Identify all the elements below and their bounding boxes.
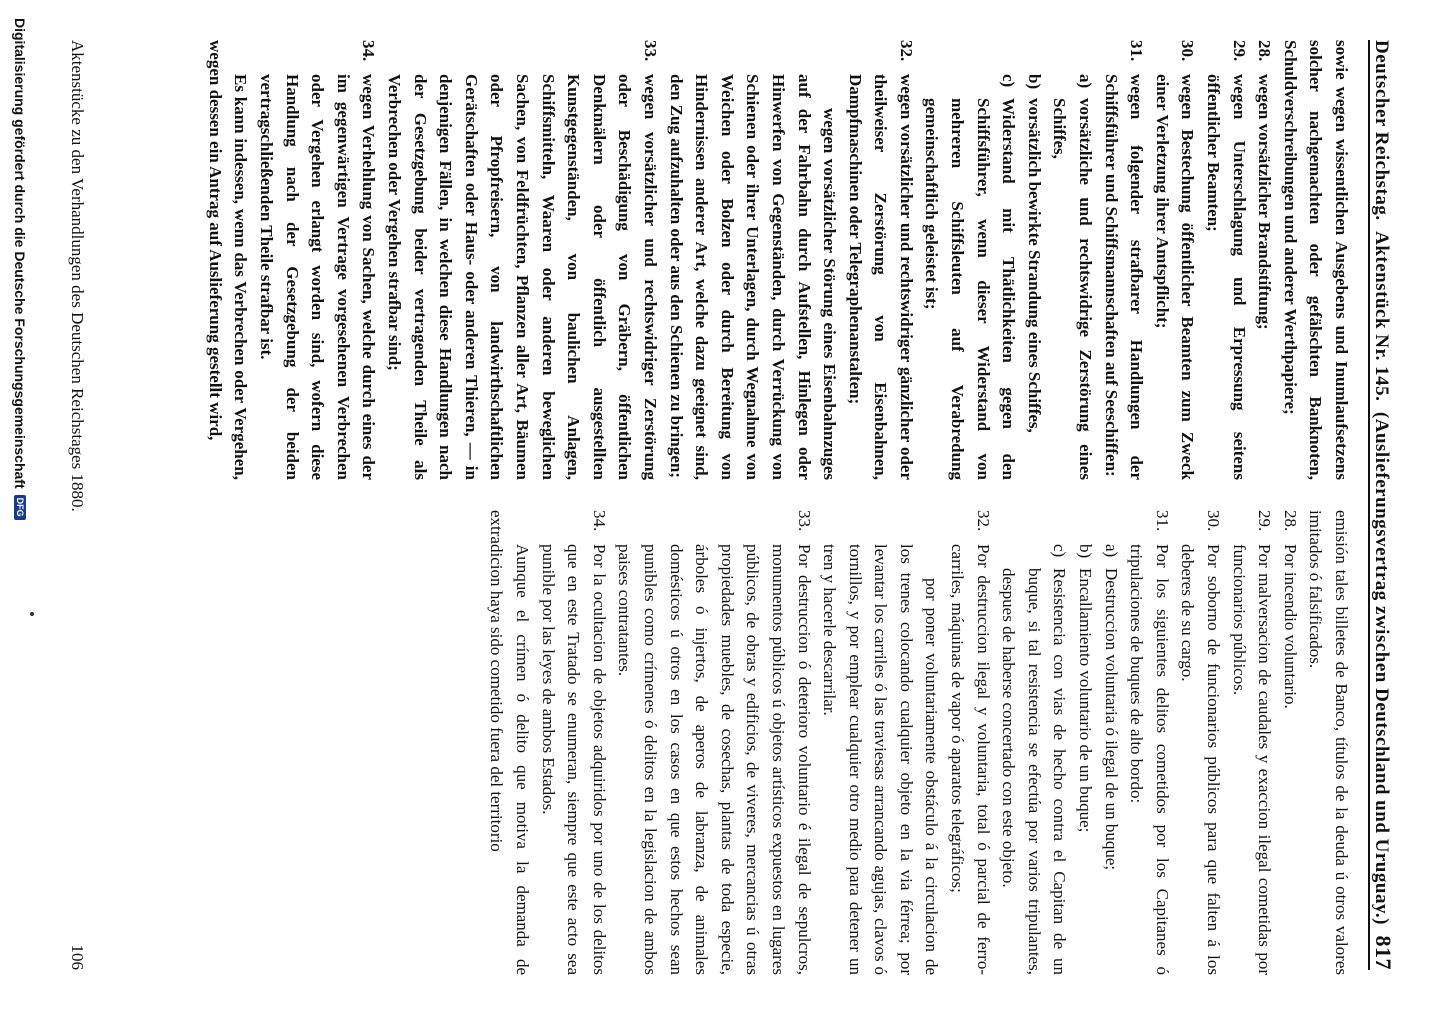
spanish-item-28: 28. Por incendio voluntario. xyxy=(1280,510,1300,709)
page-footer xyxy=(67,40,87,970)
header-publication: Deutscher Reichstag. xyxy=(1371,40,1392,221)
digitization-credit xyxy=(0,0,40,1018)
german-column xyxy=(202,40,1354,480)
german-subitem-c: c) Widerstand mit Thätlichkeiten gegen den Schiffsführer, wenn dieser Widerstand von mehreren Schiffsleuten auf Verabredung gemeinschaftlich geleistet ist; xyxy=(922,74,1019,480)
credit-text: Digitalisierung gefördert durch die Deutsche Forschungsgemeinschaft xyxy=(12,18,28,489)
header-document-number: Aktenstück Nr. 145. xyxy=(1371,231,1392,402)
german-item-29: 29. wegen Unterschlagung und Erpressung seitens öffentlicher Beamten; xyxy=(1204,40,1249,480)
german-item-32: 32. wegen vorsätzlicher und rechtswidriger gänzlicher oder theilweiser Zerstörung von Eisenbahnen, Dampfmaschinen oder Telegraphenanstalten; xyxy=(845,40,916,480)
spanish-item-34: 34. Por la ocultacion de objetos adquiridos por uno de los delitos que en este Tratado se enumeran, siempre que este acto sea punible por las leyes de ambos Estados. xyxy=(538,510,609,975)
spanish-item-29: 29. Por malversacion de caudales y exaccion ilegal cometidas por funcionarios públicos. xyxy=(1229,510,1275,975)
header-page-number: 817 xyxy=(1371,935,1396,970)
german-paragraph-32: wegen vorsätzlicher Störung eines Eisenbahnzuges auf der Fahrbahn durch Aufstellen, Hinlegen oder Hinwerfen von Gegenständen, durch Verrückung von Schienen oder ihrer Unterlagen, durch Wegnahme von Weichen oder Bolzen oder durch Bereitung von Hindernissen anderer Art, welche dazu geeignet sind, den Zug aufzuhalten oder aus den Schienen zu bringen; xyxy=(666,74,840,480)
german-item-30: 30. wegen Bestechung öffentlicher Beamten zum Zweck einer Verletzung ihrer Amtspflicht; xyxy=(1152,40,1198,480)
spanish-column xyxy=(484,510,1354,975)
page-header xyxy=(1368,40,1410,970)
german-item-33: 33. wegen vorsätzlicher und rechtswidriger Zerstörung oder Beschädigung von Gräbern, öffentlichen Denkmälern oder öffentlich ausgestellten Kunstgegenständen, von baulichen Anlagen, Schiffsmitteln, Waaren oder anderen beweglichen Sachen, von Feldfrüchten, Pflanzen aller Art, Bäumen oder Pfropfreisern, von landwirthschaftlichen Gerätschaften oder Haus- oder anderen Thieren, — in denjenigen Fällen, in welchen diese Handlungen nach der Gesetzgebung beider vertragenden Theile als Verbrechen oder Vergehen strafbar sind; xyxy=(385,40,660,480)
footer-sheet-number: 106 xyxy=(68,944,87,970)
spanish-subitem-b: b) Encallamiento voluntario de un buque; xyxy=(1076,544,1096,833)
dfg-logo-icon: DFG xyxy=(14,495,26,520)
german-item-31: 31. wegen folgender strafbarer Handlungen der Schiffsführer und Schiffsmannschaften auf Seeschiffen: xyxy=(1101,40,1147,480)
spanish-item-33: 33. Por destruccion ó deterioro voluntario é ilegal de sepulcros, monumentos públicos ú objetos artísticos expuestos en lugares públicos, de obras y edificios, de viveres, mercancias ú otras propiedades muebles, de cosechas, plantas de toda especie, árboles ó injertos, de aperos de labranza, de animales domésticos ú otros en los casos en que estos hechos sean punibles como crímenes ó delitos en la legislacion de ambos paises contratantes. xyxy=(615,510,814,975)
german-subitem-a: a) vorsätzliche und rechtswidrige Zerstörung eines Schiffes, xyxy=(1050,74,1096,480)
header-treaty-title: (Auslieferungsvertrag zwischen Deutschland und Uruguay.) xyxy=(1371,411,1392,925)
spanish-intro: emisión tales billetes de Banco, títulos de la deuda ú otros valores imitados ó falsificados. xyxy=(1306,510,1351,975)
german-item-28: 28. wegen vorsätzlicher Brandstiftung; xyxy=(1255,40,1275,330)
german-intro: sowie wegen wissentlichen Ausgebens und Inumlaufsetzens solcher nachgemachten oder gefälschten Banknoten, Schuldverschreibungen und anderer Werthpapiere; xyxy=(1280,40,1351,480)
spanish-subitem-a: a) Destruccion voluntaria ó ilegal de un buque; xyxy=(1101,544,1121,871)
german-closing: Es kann indessen, wenn das Verbrechen oder Vergehen, wegen dessen ein Antrag auf Auslieferung gestellt wird, xyxy=(205,40,251,480)
spanish-item-30: 30. Por soborno de funcionarios públicos para que falten á los deberes de su cargo. xyxy=(1178,510,1224,975)
spanish-subitem-c: c) Resistencia con vias de hecho contra el Capitan de un buque, si tal resistencia se efectúa por varios tripulantes, despues de haberse concertado con este objeto. xyxy=(999,544,1070,975)
spanish-paragraph-32: por poner voluntariamente obstáculo á la circulacion de los trenes colocando cualquier objeto en la via férrea; por levantar los carriles ó las traviesas arrancando agujas, clavos ó tornillos, y por emplear cualquier otro medio para detener un tren y hacerle descarrilar. xyxy=(820,544,942,975)
german-item-34: 34. wegen Verhehlung von Sachen, welche durch eines der im gegenwärtigen Vertrage vorgesehenen Verbrechen oder Vergehen erlangt worden sind, wofern diese Handlung nach der Gesetzgebung der beiden vertragschließenden Theile strafbar ist. xyxy=(257,40,379,480)
spanish-item-32: 32. Por destruccion ilegal y voluntaria, total ó parcial de ferro-carriles, máquinas de vapor ó aparatos telegráficos; xyxy=(948,510,993,975)
spanish-item-31: 31. Por los siguientes delitos cometidos por los Capitanes ó tripulaciones de buques de alto bordo: xyxy=(1127,510,1172,975)
spanish-closing: Aunque el crímen ó delito que motiva la demanda de extradicion haya sido cometido fuera del territorio xyxy=(487,510,532,975)
german-subitem-b: b) vorsätzlich bewirkte Strandung eines Schiffes, xyxy=(1024,74,1044,433)
footer-source: Aktenstücke zu den Verhandlungen des Deutschen Reichstages 1880. xyxy=(68,40,87,512)
